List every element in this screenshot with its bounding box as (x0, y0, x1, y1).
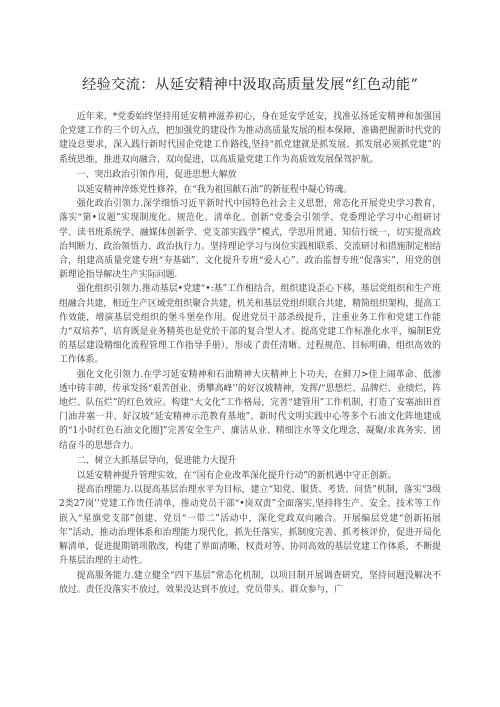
document-title: 经验交流：从延安精神中汲取高质量发展“红色动能” (81, 77, 419, 93)
body-paragraph: 提高服务能力.建立健全“四下基层”常态化机制，以项目制开展调查研究，坚持问题没解决不放过。责任没落实不放过，效果没达到不放过，党员带头、群众参与，广 (59, 570, 441, 595)
intro-paragraph: 近年来，*党委始终坚持用延安精神滋养初心，身在延安学延安，找准弘扬延安精神和加强国企党建工作的三个切入点，把加强党的建设作为推动高质量发展的根本保障，准确把握新时代党的建设总要求，深入践行新时代国企党建工作路线,坚持“抓党建就是抓发展、抓发展必须抓党建”的系统思维，推进双向融合、双向促进，以高质量党建工作为高质效发展保驾护航。 (59, 112, 441, 165)
body-paragraph: 提高治理能力.以提高基层治理水平为目标，建立“知党、服货、考货、问货”机制，落实“3级2类27岗’’党建工作贵任清单，推动党员干部“•岗双责”全面落实,坚持将生产、安全、技术等工作嵌入“星旗党支部”创建、党员“一带二”活动中，深化党政双向融合。开展编层党建“创新拓展年”活动，推动治理体系和治理能力现代化，抓先任落实，抓制度完善、抓考核评价，促进开局化解清单，促进提期销项散改，构建了界面清晰、权责对等、协同高效的基层党建工作体系，不断提升基层治理的主动性。 (59, 485, 441, 567)
body-paragraph: 强化文化引领力.在学习延安精神和石油精神大庆精神上卜功夫，在鲜刀>佳上闹革命、低渗透中铸丰碑，传承发扬“艰苦创业、勇攀高峰’’的好汉坡精神，发挥/“思想烂、品牌烂、业绩烂，阵地烂、队伍烂”的红色效应。构建“大文化”工作格局，完善“建管用”工作机制，打造了安塞油田首门油井塞一井、好汉坡“延安精神示范教育基地”、新时代文明实践中心等多个石油文化阵地建成的“1小时红色石油文化圈]”完善安全生产、廉洁从业、精细注水等文化理念，凝聚/求真务实、团结奋斗的思想合力。 (59, 369, 441, 451)
section-lead-2: 以延安精神提升管理实效，在“国有企业改革深化提升行动”的新机遇中守正创新。 (76, 471, 397, 482)
body-paragraph: 强化组织引领力.推动基层•党建“•:基”工作相结合，组织建设歪心下移，基层党组织和生产班组融合共建，相近生产区域党组织聚合共建，机关和基层党组织联合共建，精简组织架构，提高工作效能，增演基层党组织的堡斗堡垒作用。促进党员干部杀级提升，注重业务工作和党建工作能力“双培养”，培育既是业务精英也是党於干部的复合型人才。提高党建工作标准化水平，编制E党的基层建设精细化流程管理工作指导手册），形成了责任清晰、过程规范、目标明确、组织高效的工作体系。 (59, 284, 441, 366)
section-heading-2: 二、树立大抓基层导向，促进能力大提升 (76, 455, 237, 466)
section-heading-1: 一、突出政治引领作用，促进思想大解放 (76, 169, 237, 180)
body-paragraph: 强化政治引领力.深学细悟习近平新时代中国特色社会主义思想，常态化开展党史学习教育，落实“第•议题”实现制度化、规范化、清单化。创新“党委会引领学、党委理论学习中心组研讨学、读书班系统学、融媒体创新学、党支部实践学”模式，学思用贯通、知信行统一，切实提高政治判断力、政治领悟力、政治执行力。坚持理论学习与岗位实践相联系、交流研讨和措施制定相结合，组建高质量党建专班“夯基础”、文化提升专班“爱人心”、政治监督专班“促落实”，用党的创新理论指导解决生产实际问题. (59, 199, 441, 281)
section-lead-1: 以延安精神淬炼党性修养，在“我为祖国献石油”的新征程中凝心铸魂。 (76, 185, 353, 196)
